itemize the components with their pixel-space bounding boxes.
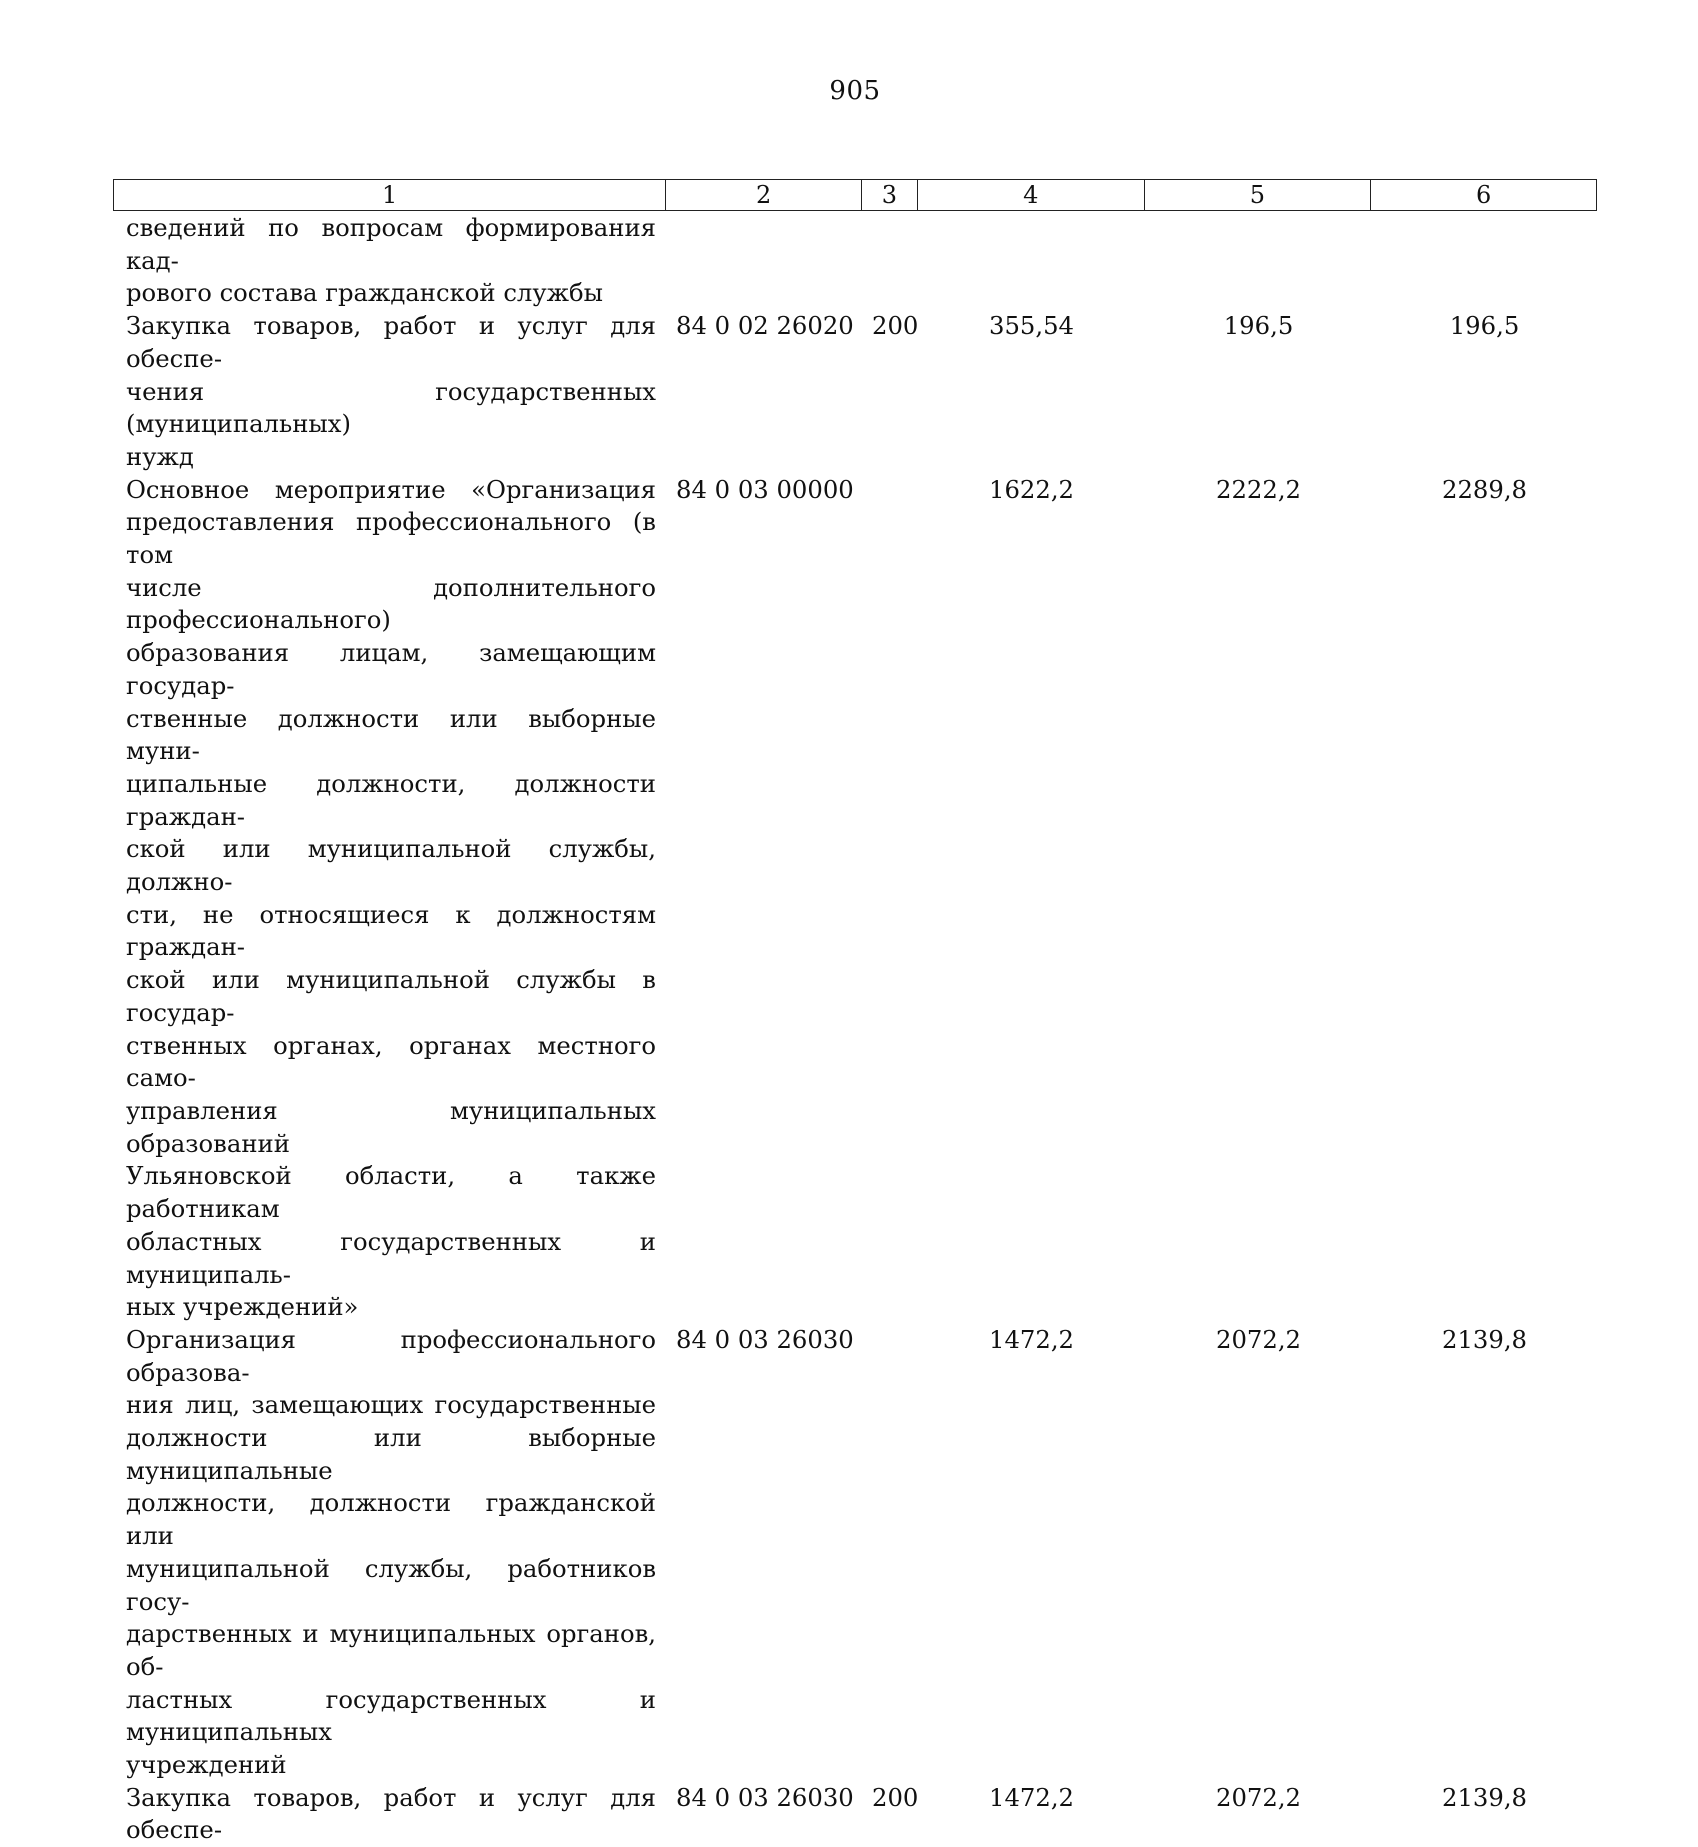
row-description	[113, 1782, 666, 1847]
description-line: ластных государственных и муниципальных	[126, 1684, 656, 1747]
table-header-row	[113, 179, 1597, 211]
description-line: должности или выборные муниципальные	[126, 1423, 656, 1485]
row-description	[113, 212, 666, 310]
table-row	[113, 212, 1597, 310]
row-value-col6	[1372, 212, 1597, 310]
description-line: предоставления профессионального (в том	[126, 507, 656, 570]
description-line: чения государственных (муниципальных)	[126, 376, 656, 439]
row-type	[862, 1324, 918, 1782]
row-type: 200	[872, 311, 919, 341]
row-value-col4: 1622,2	[988, 474, 1074, 504]
table-row	[113, 474, 1597, 1324]
description-line: муниципальной службы, работников госу-	[126, 1553, 656, 1616]
description-line: дарственных и муниципальных органов, об-	[126, 1619, 656, 1681]
description-line: рового состава гражданской службы	[126, 278, 603, 308]
row-value-col6: 2139,8	[1441, 1782, 1527, 1812]
description-line: Основное мероприятие «Организация	[126, 474, 656, 504]
page-number: 905	[829, 76, 881, 106]
row-value-col5: 196,5	[1223, 311, 1294, 341]
description-line: областных государственных и муниципаль-	[126, 1226, 656, 1289]
row-description	[113, 1324, 666, 1782]
description-line: ципальные должности, должности граждан-	[126, 768, 656, 831]
row-description	[113, 474, 666, 1324]
table-row	[113, 1324, 1597, 1782]
description-line: должности, должности гражданской или	[126, 1488, 656, 1551]
description-line: сведений по вопросам формирования кад-	[126, 213, 656, 275]
row-value-col5: 2072,2	[1215, 1324, 1301, 1354]
row-code: 84 0 02 26020	[676, 311, 854, 341]
row-value-col4: 355,54	[988, 311, 1074, 341]
row-value-col4: 1472,2	[988, 1782, 1074, 1812]
row-value-col5: 2222,2	[1215, 474, 1301, 504]
row-value-col6: 2139,8	[1441, 1324, 1527, 1354]
description-line: ных учреждений»	[126, 1292, 359, 1322]
row-type	[862, 474, 918, 1324]
table-row	[113, 310, 1597, 474]
description-line: Ульяновской области, а также работникам	[126, 1161, 656, 1224]
header-col-5: 5	[1145, 180, 1372, 210]
description-line: Организация профессионального образова-	[126, 1324, 656, 1387]
description-line: ственные должности или выборные муни-	[126, 703, 656, 766]
description-line: числе дополнительного профессионального)	[126, 572, 656, 635]
table-body	[113, 212, 1597, 1847]
header-col-1: 1	[114, 180, 666, 210]
header-col-4: 4	[918, 180, 1145, 210]
row-value-col4	[918, 212, 1145, 310]
table-row	[113, 1782, 1597, 1847]
row-code: 84 0 03 26030	[676, 1782, 854, 1812]
description-line: управления муниципальных образований	[126, 1095, 656, 1158]
description-line: образования лицам, замещающим государ-	[126, 638, 656, 700]
row-value-col4: 1472,2	[988, 1324, 1074, 1354]
description-line: ской или муниципальной службы, должно-	[126, 834, 656, 897]
row-type: 200	[872, 1782, 919, 1812]
header-col-3: 3	[862, 180, 918, 210]
header-col-6: 6	[1475, 181, 1492, 209]
header-col-2: 2	[666, 180, 862, 210]
description-line: нужд	[126, 441, 194, 471]
row-value-col6: 196,5	[1449, 311, 1520, 341]
description-line: Закупка товаров, работ и услуг для обеспе-	[126, 311, 656, 373]
row-description	[113, 310, 666, 474]
row-type	[862, 212, 918, 310]
row-code: 84 0 03 00000	[676, 474, 854, 504]
description-line: Закупка товаров, работ и услуг для обеспе-	[126, 1782, 656, 1845]
row-value-col5	[1145, 212, 1372, 310]
row-code: 84 0 03 26030	[676, 1324, 854, 1354]
row-value-col5: 2072,2	[1215, 1782, 1301, 1812]
row-value-col6: 2289,8	[1441, 474, 1527, 504]
description-line: ской или муниципальной службы в государ-	[126, 965, 656, 1027]
description-line: сти, не относящиеся к должностям граждан-	[126, 899, 656, 962]
row-code	[666, 212, 862, 310]
description-line: ственных органах, органах местного само-	[126, 1030, 656, 1093]
description-line: ния лиц, замещающих государственные	[126, 1390, 656, 1420]
description-line: учреждений	[126, 1750, 287, 1780]
